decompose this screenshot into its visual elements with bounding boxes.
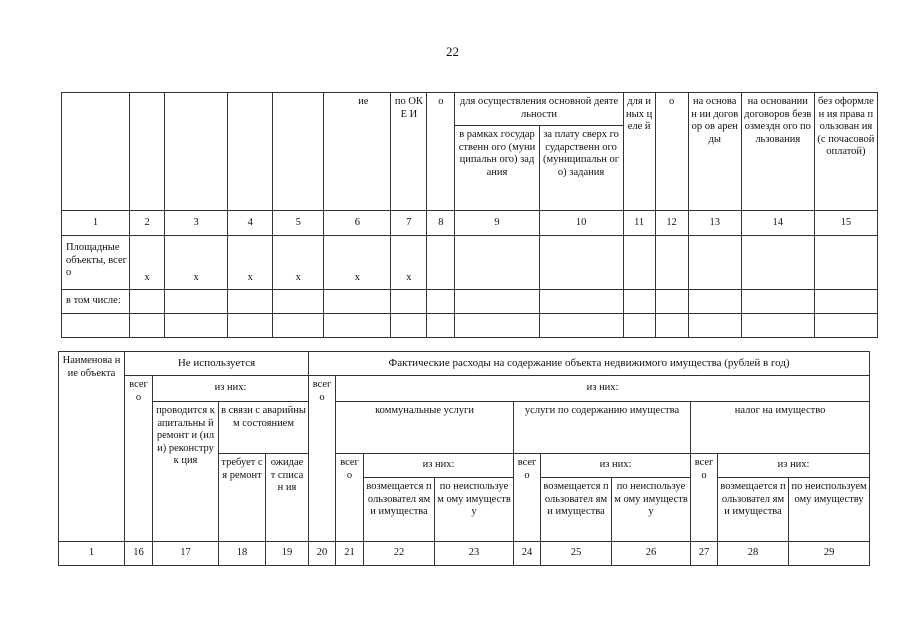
table-cell: х — [324, 236, 391, 290]
table-cell — [655, 236, 688, 290]
column-number: 4 — [228, 211, 273, 236]
table-cell — [228, 290, 273, 314]
table-cell — [539, 290, 623, 314]
column-number: 23 — [435, 542, 514, 566]
table-cell — [455, 314, 539, 338]
expenses-table — [58, 351, 870, 566]
object-name-header: Наименова ние объекта — [59, 352, 125, 542]
expenses-total-header: всег о — [309, 376, 336, 542]
header-cell-9: в рамках государственн ого (муниципальн ого) задания — [455, 126, 539, 211]
column-number: 12 — [655, 211, 688, 236]
column-number: 19 — [266, 542, 309, 566]
table-cell — [623, 236, 655, 290]
column-number: 22 — [364, 542, 435, 566]
table-cell — [814, 236, 877, 290]
utilities-reimbursed-header: возмещается пользовател ями имущества — [364, 478, 435, 542]
needs-repair-header: требует ся ремонт — [219, 454, 266, 542]
table-cell — [228, 314, 273, 338]
not-used-of-them-header: из них: — [153, 376, 309, 402]
utilities-header: коммунальные услуги — [336, 402, 514, 454]
table-cell — [688, 290, 741, 314]
column-number: 20 — [309, 542, 336, 566]
table-cell — [623, 314, 655, 338]
header-cell-2 — [130, 93, 165, 211]
row-label: Площадные объекты, всего — [62, 236, 130, 290]
column-number: 1 — [59, 542, 125, 566]
table-cell — [130, 314, 165, 338]
column-number: 17 — [153, 542, 219, 566]
table-cell — [688, 236, 741, 290]
header-cell-5 — [273, 93, 324, 211]
header-cell-7: по ОКЕ И — [391, 93, 427, 211]
column-number: 8 — [427, 211, 455, 236]
expenses-of-them-header: из них: — [336, 376, 870, 402]
header-cell-14: на основании договоров безвозмездн ого пользования — [741, 93, 814, 211]
not-used-total-header: всег о — [125, 376, 153, 542]
tax-unused-header: по неиспользуем ому имуществу — [789, 478, 870, 542]
column-number: 3 — [165, 211, 228, 236]
expenses-header: Фактические расходы на содержание объекта недвижимого имущества (рублей в год) — [309, 352, 870, 376]
column-number: 9 — [455, 211, 539, 236]
header-cell-10: за плату сверх государственн ого (муниципальн ого) задания — [539, 126, 623, 211]
header-cell-12: о — [655, 93, 688, 211]
table-row — [62, 314, 878, 338]
emergency-header: в связи с аварийным состоянием — [219, 402, 309, 454]
column-number: 5 — [273, 211, 324, 236]
header-cell-4 — [228, 93, 273, 211]
tax-of-them-header: из них: — [718, 454, 870, 478]
usage-table — [61, 92, 878, 338]
header-cell-11: для иных целе й — [623, 93, 655, 211]
column-number: 1 — [62, 211, 130, 236]
capital-repair-header: проводится капитальны й ремонт и (или) реконструк ция — [153, 402, 219, 542]
column-number: 21 — [336, 542, 364, 566]
utilities-of-them-header: из них: — [364, 454, 514, 478]
tax-total-header: всег о — [691, 454, 718, 542]
table-cell — [814, 290, 877, 314]
header-cell-15: без оформлен ия права пользован ия (с почасовой оплатой) — [814, 93, 877, 211]
table-cell: х — [273, 236, 324, 290]
column-number: 10 — [539, 211, 623, 236]
table-cell — [62, 314, 130, 338]
maintenance-total-header: всег о — [514, 454, 541, 542]
row-label: в том числе: — [62, 290, 130, 314]
awaiting-writeoff-header: ожидае т списан ия — [266, 454, 309, 542]
table-cell — [455, 290, 539, 314]
table-row — [62, 290, 878, 314]
column-number: 24 — [514, 542, 541, 566]
column-number: 29 — [789, 542, 870, 566]
table-cell — [688, 314, 741, 338]
table-cell — [655, 314, 688, 338]
header-cell-8: о — [427, 93, 455, 211]
table-cell — [655, 290, 688, 314]
utilities-unused-header: по неиспользуем ому имуществу — [435, 478, 514, 542]
column-number: 16 — [125, 542, 153, 566]
column-number: 28 — [718, 542, 789, 566]
column-number: 2 — [130, 211, 165, 236]
table-cell — [130, 290, 165, 314]
column-number: 14 — [741, 211, 814, 236]
table-cell — [455, 236, 539, 290]
column-number: 25 — [541, 542, 612, 566]
property-tax-header: налог на имущество — [691, 402, 870, 454]
maintenance-header: услуги по содержанию имущества — [514, 402, 691, 454]
table-cell — [273, 314, 324, 338]
table-cell — [539, 314, 623, 338]
column-number: 26 — [612, 542, 691, 566]
not-used-header: Не используется — [125, 352, 309, 376]
table-cell: х — [165, 236, 228, 290]
table-row — [62, 236, 878, 290]
maintenance-of-them-header: из них: — [541, 454, 691, 478]
column-number: 27 — [691, 542, 718, 566]
page-number: 22 — [446, 44, 459, 59]
table-cell — [623, 290, 655, 314]
column-number: 18 — [219, 542, 266, 566]
column-number: 15 — [814, 211, 877, 236]
table-cell: х — [130, 236, 165, 290]
maintenance-reimbursed-header: возмещается пользовател ями имущества — [541, 478, 612, 542]
column-number: 11 — [623, 211, 655, 236]
utilities-total-header: всег о — [336, 454, 364, 542]
header-main-activity: для осуществления основной деятельности — [455, 93, 623, 126]
table-cell — [165, 290, 228, 314]
table-cell — [427, 314, 455, 338]
table-cell — [273, 290, 324, 314]
column-number: 13 — [688, 211, 741, 236]
table-cell — [391, 314, 427, 338]
header-cell-13: на основан ии договор ов аренды — [688, 93, 741, 211]
header-cell-1 — [62, 93, 130, 211]
column-number: 6 — [324, 211, 391, 236]
tax-reimbursed-header: возмещается пользовател ями имущества — [718, 478, 789, 542]
table-cell — [741, 314, 814, 338]
maintenance-unused-header: по неиспользуем ому имуществу — [612, 478, 691, 542]
table-cell — [427, 290, 455, 314]
table-cell — [324, 314, 391, 338]
table-cell: х — [228, 236, 273, 290]
column-number-row — [59, 542, 870, 566]
table-cell — [324, 290, 391, 314]
table-cell — [427, 236, 455, 290]
header-cell-3 — [165, 93, 228, 211]
table-cell — [741, 236, 814, 290]
table-cell — [165, 314, 228, 338]
table-cell — [539, 236, 623, 290]
table-cell — [814, 314, 877, 338]
column-number: 7 — [391, 211, 427, 236]
table-cell — [391, 290, 427, 314]
header-cell-6: ие — [324, 93, 391, 211]
table-cell — [741, 290, 814, 314]
table-cell: х — [391, 236, 427, 290]
column-number-row — [62, 211, 878, 236]
